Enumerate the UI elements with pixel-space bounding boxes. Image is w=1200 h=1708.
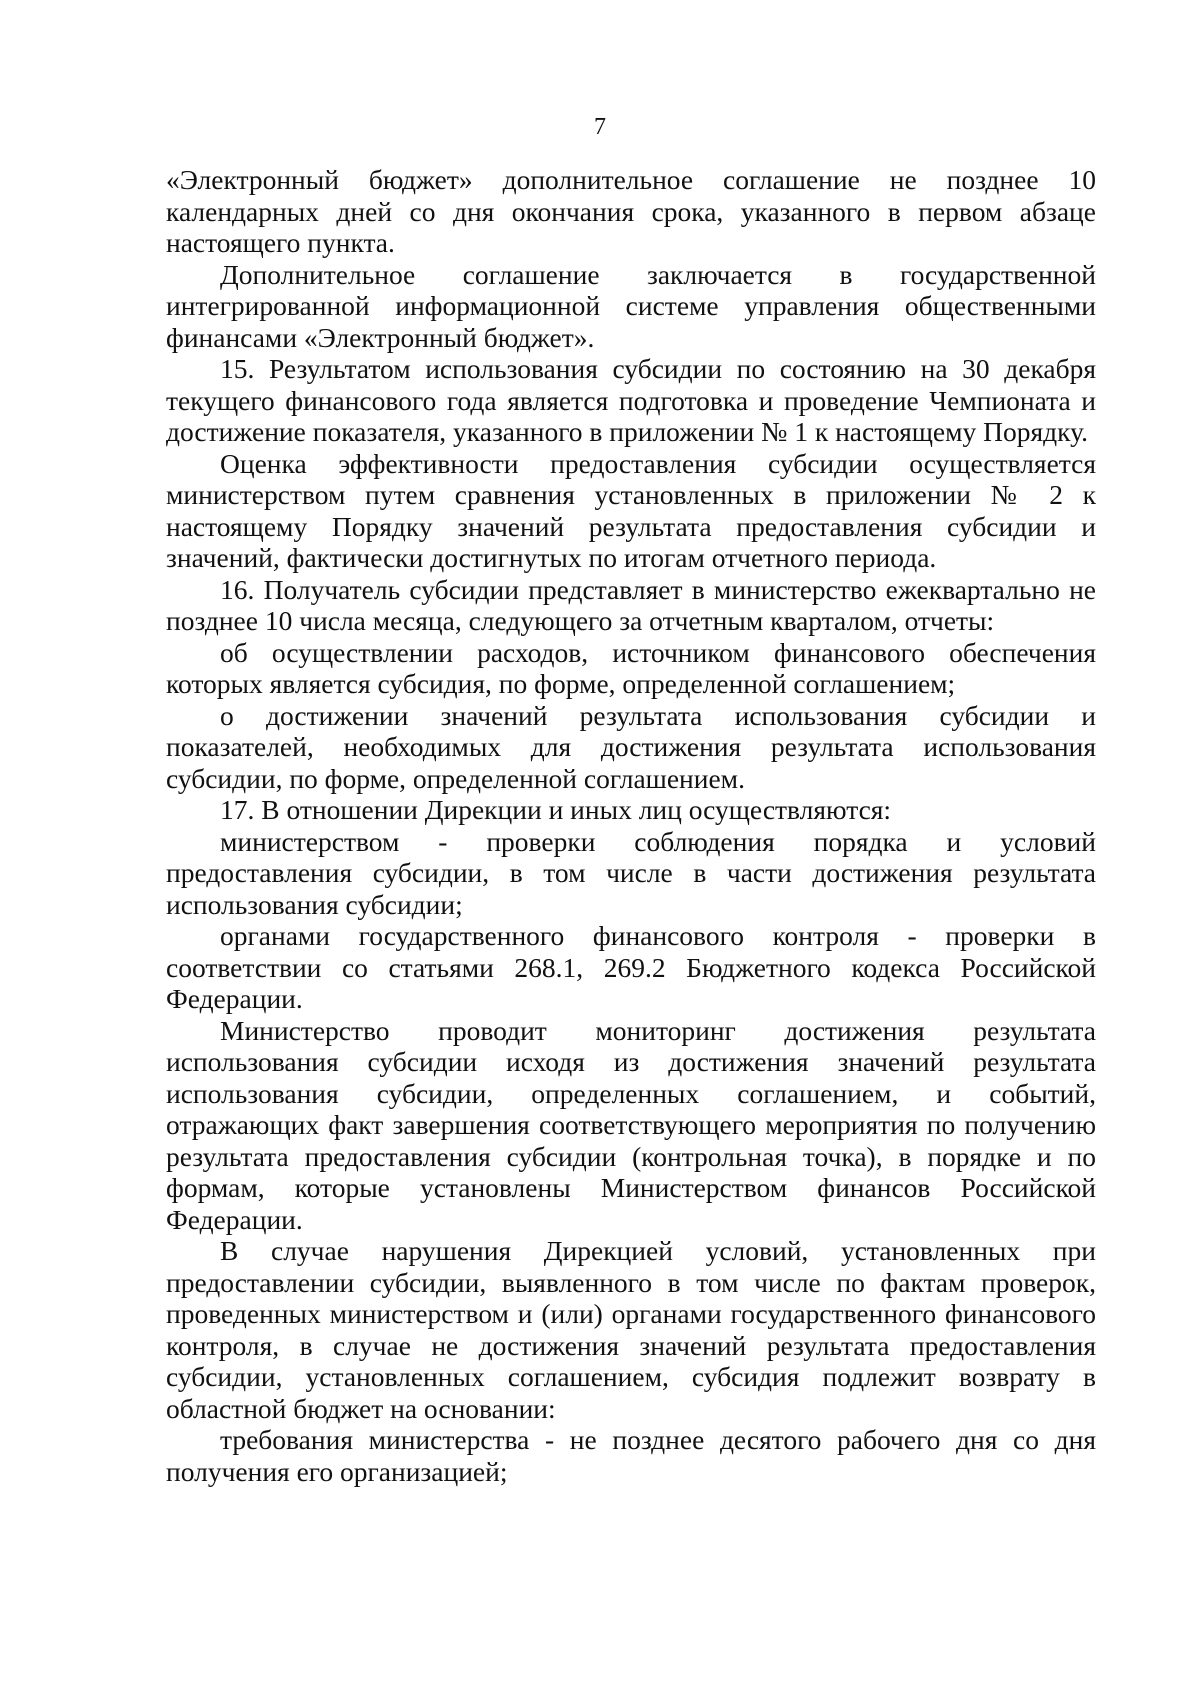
paragraph-item-17-controls: 17. В отношении Дирекции и иных лиц осуществляются: bbox=[220, 794, 892, 825]
paragraph-achievement-report: о достижении значений результата использования субсидии и показателей, необходимых для достижения результата использования субсидии, по форме, определенной соглашением. bbox=[166, 699, 1096, 794]
paragraph-agreement-system: Дополнительное соглашение заключается в государственной интегрированной информационной системе управления общественными финансами «Электронный бюджет». bbox=[166, 258, 1096, 353]
paragraph-financial-control-checks: органами государственного финансового контроля - проверки в соответствии со статьями 268.1, 269.2 Бюджетного кодекса Российской Федерации. bbox=[166, 920, 1096, 1014]
paragraph-agreement-deadline: «Электронный бюджет» дополнительное соглашение не позднее 10 календарных дней со дня окончания срока, указанного в первом абзаце настоящего пункта. bbox=[166, 164, 1096, 258]
paragraph-efficiency-assessment: Оценка эффективности предоставления субсидии осуществляется министерством путем сравнения установленных в приложении № 2 к настоящему Порядку значений результата предоставления субсидии и значений, фактически достигнутых по итогам отчетного периода. bbox=[166, 447, 1096, 573]
document-body bbox=[166, 164, 1096, 1487]
paragraph-refund-conditions: В случае нарушения Дирекцией условий, установленных при предоставлении субсидии, выявленного в том числе по фактам проверок, проведенных министерством и (или) органами государственного финансового контроля, в случае не достижения значений результата предоставления субсидии, установленных соглашением, субсидия подлежит возврату в областной бюджет на основании: bbox=[166, 1235, 1096, 1424]
paragraph-monitoring: Министерство проводит мониторинг достижения результата использования субсидии исходя из достижения значений результата использования субсидии, определенных соглашением, и событий, отражающих факт завершения соответствующего мероприятия по получению результата предоставления субсидии (контрольная точка), в порядке и по формам, которые установлены Министерством финансов Российской Федерации. bbox=[166, 1014, 1096, 1235]
paragraph-item-15-result: 15. Результатом использования субсидии по состоянию на 30 декабря текущего финансового года является подготовка и проведение Чемпионата и достижение показателя, указанного в приложении № 1 к настоящему Порядку. bbox=[166, 353, 1096, 447]
page-number: 7 bbox=[594, 114, 606, 140]
paragraph-expense-report: об осуществлении расходов, источником финансового обеспечения которых является субсидия, по форме, определенной соглашением; bbox=[166, 636, 1096, 699]
paragraph-ministry-requirement: требования министерства - не позднее десятого рабочего дня со дня получения его организацией; bbox=[166, 1424, 1096, 1487]
paragraph-item-16-reports: 16. Получатель субсидии представляет в министерство ежеквартально не позднее 10 числа месяца, следующего за отчетным кварталом, отчеты: bbox=[166, 573, 1096, 636]
paragraph-ministry-checks: министерством - проверки соблюдения порядка и условий предоставления субсидии, в том числе в части достижения результата использования субсидии; bbox=[166, 825, 1096, 920]
